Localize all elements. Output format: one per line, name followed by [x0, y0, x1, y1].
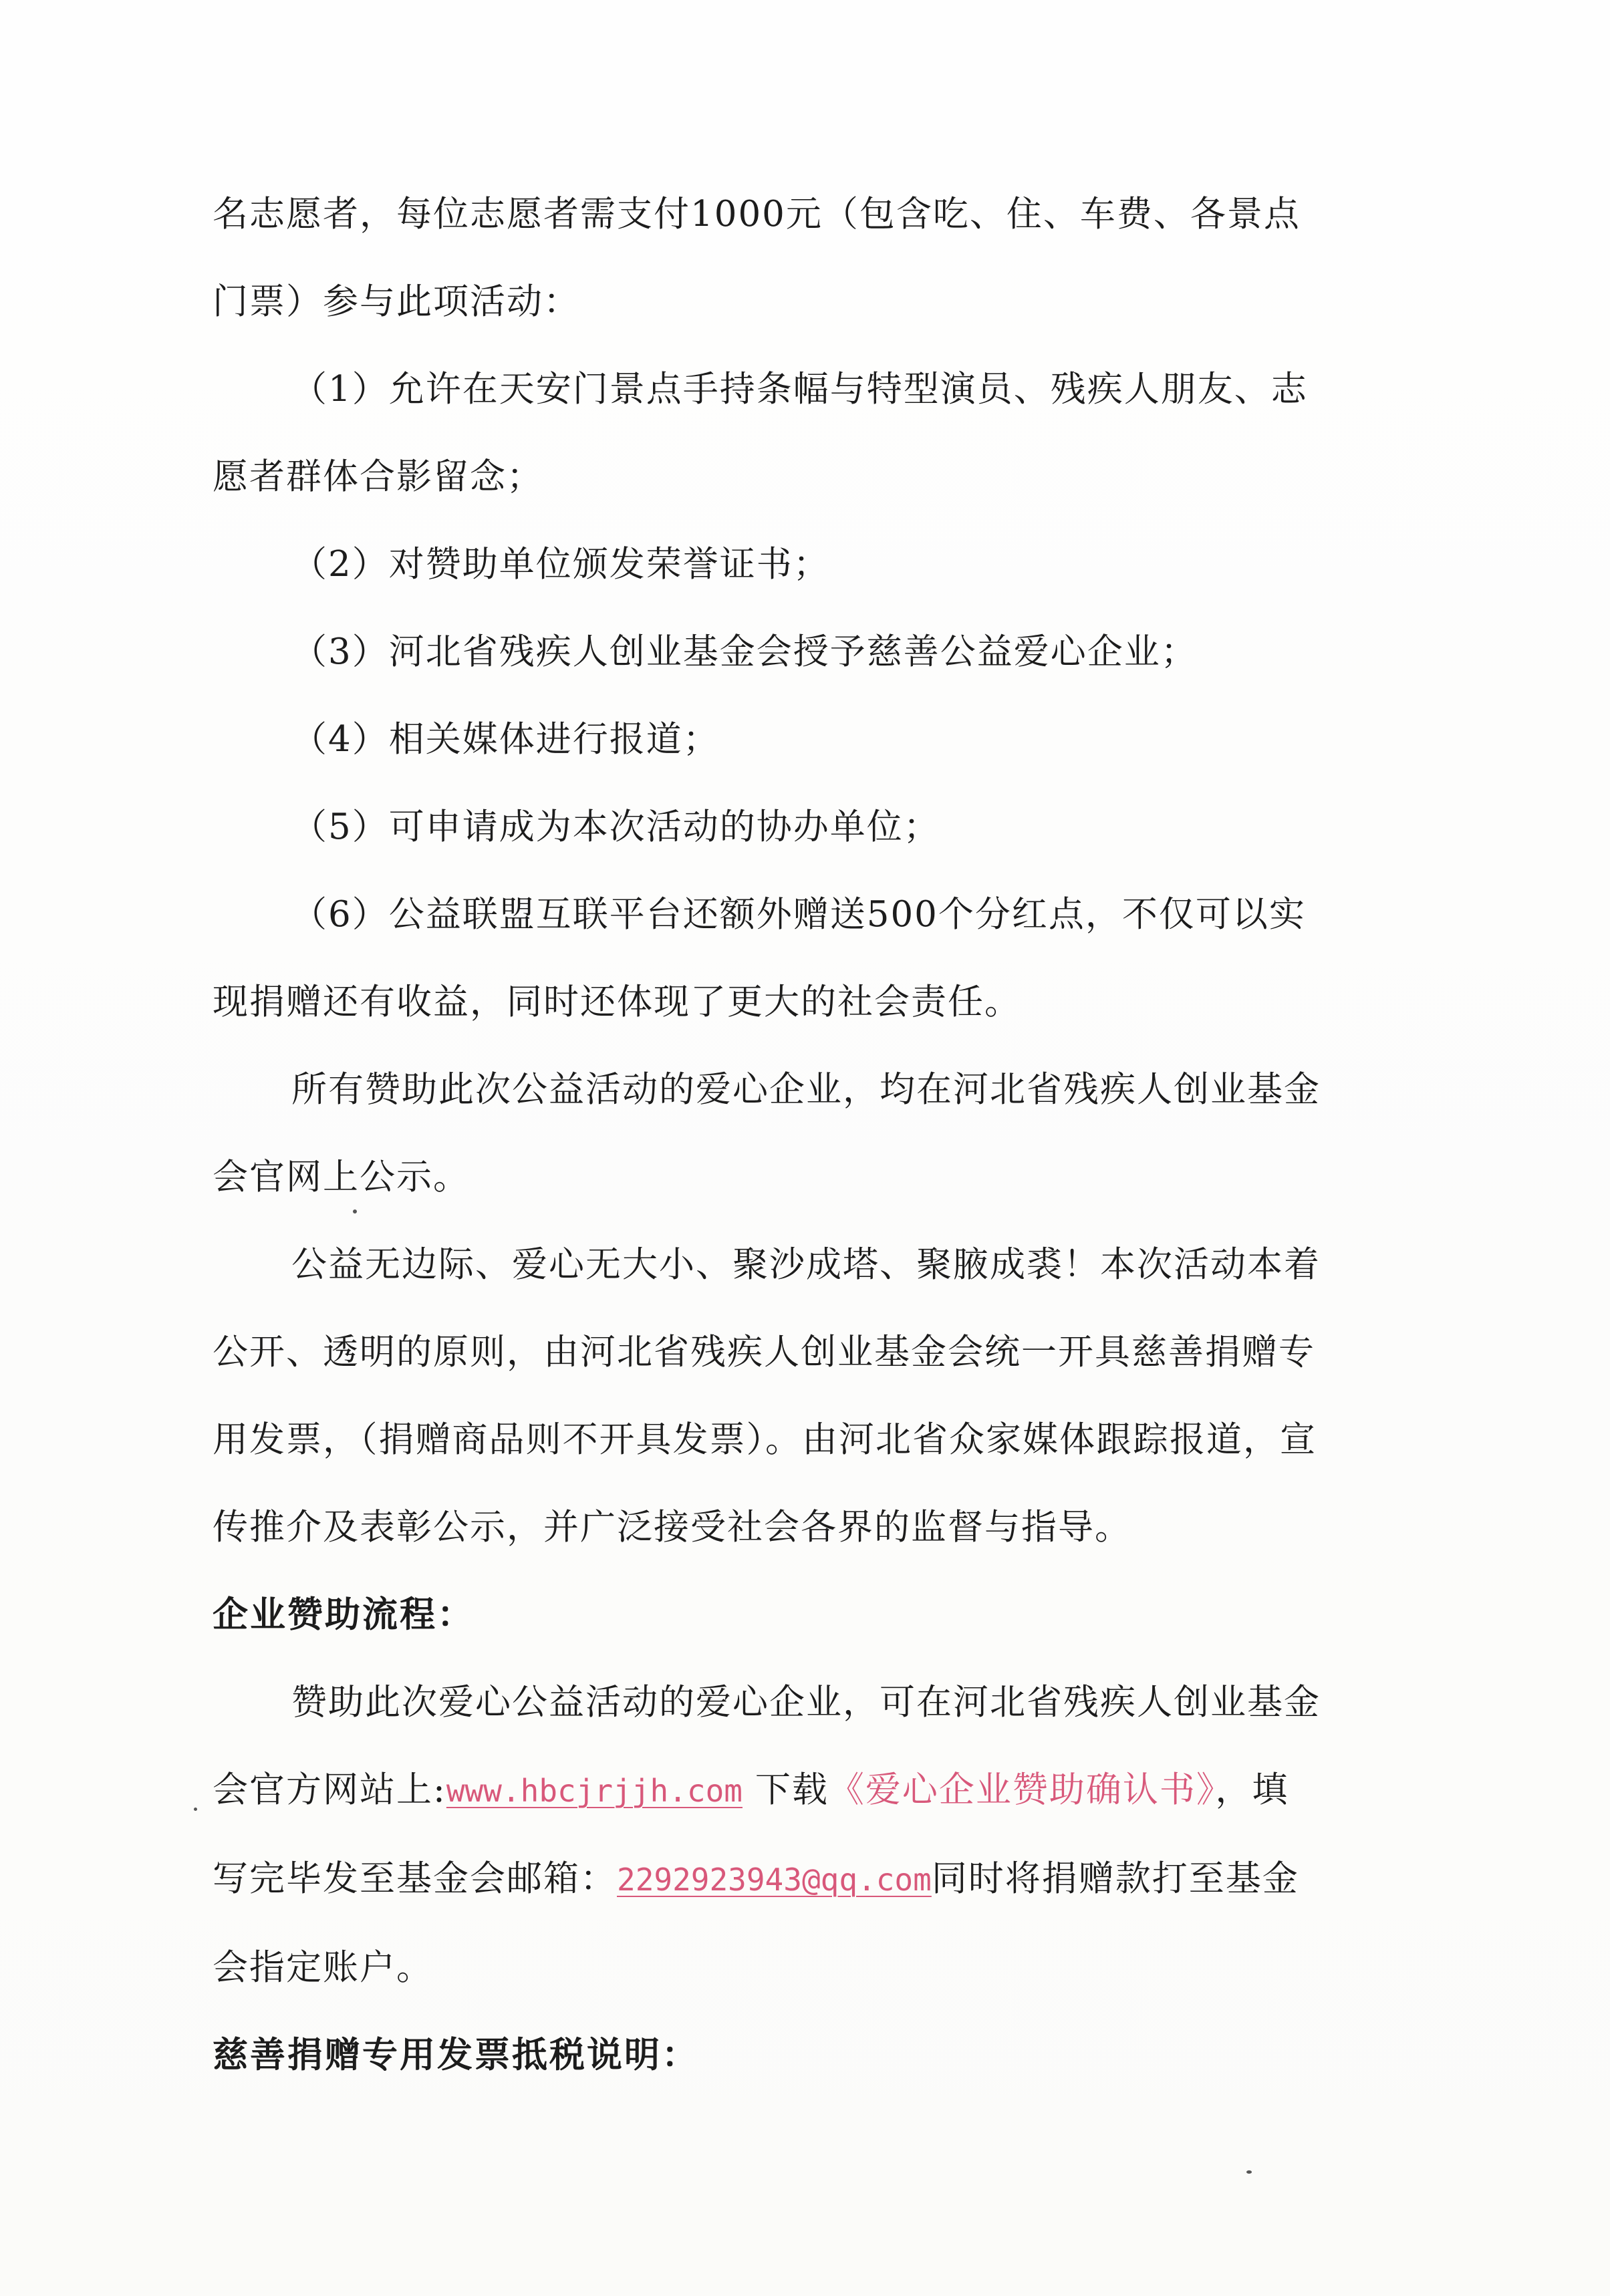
- website-link[interactable]: www.hbcjrjjh.com: [446, 1773, 743, 1809]
- confirmation-document-name: 《爱心企业赞助确认书》: [828, 1769, 1216, 1810]
- process-line-3-suffix: 同时将捐赠款打至基金: [931, 1858, 1299, 1899]
- principle-line-1: 公益无边际、爱心无大小、聚沙成塔、聚腋成裘！本次活动本着: [291, 1244, 1321, 1285]
- scan-speck-2: [1246, 2170, 1252, 2174]
- intro-line-1: 名志愿者，每位志愿者需支付1000元（包含吃、住、车费、各景点: [213, 194, 1301, 235]
- process-line-4: 会指定账户。: [213, 1947, 433, 1988]
- process-line-3: [213, 1835, 1375, 1924]
- public-line-2: 会官网上公示。: [213, 1157, 470, 1197]
- scan-speck-3: [194, 1808, 197, 1811]
- process-line-3-prefix: 写完毕发至基金会邮箱：: [213, 1858, 617, 1899]
- process-line-2-prefix: 会官方网站上:: [213, 1769, 446, 1810]
- email-link[interactable]: 2292923943@qq.com: [617, 1862, 932, 1898]
- item-1-line-1: （1）允许在天安门景点手持条幅与特型演员、残疾人朋友、志: [291, 369, 1308, 410]
- tax-heading: 慈善捐赠专用发票抵税说明：: [213, 2034, 699, 2075]
- principle-line-3: 用发票，（捐赠商品则不开具发票）。由河北省众家媒体跟踪报道，宣: [213, 1419, 1317, 1460]
- item-2: （2）对赞助单位颁发荣誉证书；: [291, 544, 830, 585]
- principle-line-4: 传推介及表彰公示，并广泛接受社会各界的监督与指导。: [213, 1507, 1131, 1548]
- principle-line-2: 公开、透明的原则，由河北省残疾人创业基金会统一开具慈善捐赠专: [213, 1332, 1315, 1373]
- item-6-line-2: 现捐赠还有收益，同时还体现了更大的社会责任。: [213, 982, 1021, 1022]
- process-line-2-suffix: ，填: [1215, 1769, 1289, 1810]
- scan-speck-1: [353, 1209, 357, 1213]
- item-6-line-1: （6）公益联盟互联平台还额外赠送500个分红点，不仅可以实: [291, 894, 1306, 935]
- process-heading: 企业赞助流程：: [213, 1594, 475, 1635]
- item-5: （5）可申请成为本次活动的协办单位；: [291, 807, 940, 847]
- item-3: （3）河北省残疾人创业基金会授予慈善公益爱心企业；: [291, 631, 1198, 672]
- process-line-2-middle: 下载: [742, 1769, 829, 1810]
- item-1-line-2: 愿者群体合影留念；: [213, 456, 543, 497]
- intro-line-2: 门票）参与此项活动：: [213, 281, 580, 322]
- process-line-2: [213, 1746, 1375, 1835]
- public-line-1: 所有赞助此次公益活动的爱心企业，均在河北省残疾人创业基金: [291, 1069, 1321, 1110]
- item-4: （4）相关媒体进行报道；: [291, 719, 720, 760]
- document-body: [213, 170, 1375, 2099]
- process-line-1: 赞助此次爱心公益活动的爱心企业，可在河北省残疾人创业基金: [291, 1682, 1321, 1723]
